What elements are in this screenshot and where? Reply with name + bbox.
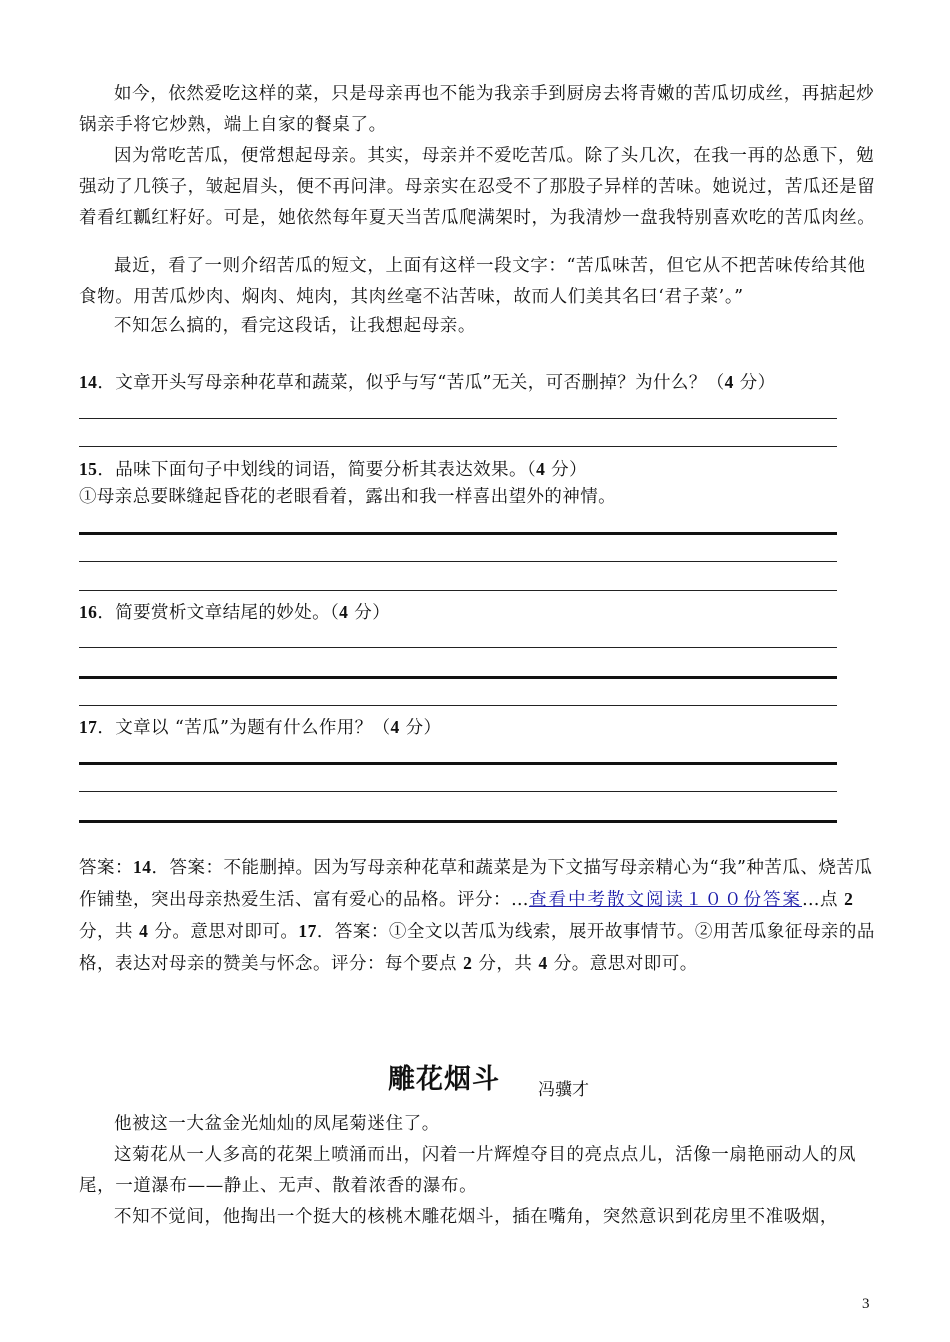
answer-text: ．答案：①全文以苦瓜为线索，展开故事情节。②用苦瓜象征母亲的品格，表达对母亲的赞美与怀念。评分：每个要点 [79, 922, 875, 974]
question-score: 4 [339, 602, 349, 622]
question-score: 4 [724, 372, 734, 392]
answer-text: 分。意思对即可。 [547, 954, 698, 974]
question-text-tail: 分） [545, 460, 587, 480]
answer-text: 分，共 [472, 954, 539, 974]
answer-number: 14 [133, 857, 152, 877]
page-number: 3 [862, 1296, 870, 1312]
answer-line [79, 418, 837, 419]
answer-line [79, 762, 837, 765]
question-score: 4 [536, 459, 546, 479]
question-score: 4 [390, 717, 400, 737]
question-text-tail: 分） [733, 373, 776, 393]
passage-paragraph-1: 如今，依然爱吃这样的菜，只是母亲再也不能为我亲手到厨房去将青嫩的苦瓜切成丝，再掂起炒锅亲手将它炒熟，端上自家的餐桌了。 [79, 84, 875, 135]
question-15 [79, 455, 879, 484]
question-number: 15 [79, 459, 98, 479]
answer-line [79, 532, 837, 535]
question-16 [79, 598, 879, 627]
question-15-sentence: ①母亲总要眯缝起昏花的老眼看着，露出和我一样喜出望外的神情。 [79, 487, 616, 507]
answer-line [79, 705, 837, 706]
answer-line [79, 590, 837, 591]
story-paragraph-1: 他被这一大盆金光灿灿的凤尾菊迷住了。 [114, 1114, 440, 1134]
answer-score: 2 [844, 889, 854, 909]
passage-paragraph-3: 最近，看了一则介绍苦瓜的短文，上面有这样一段文字：“苦瓜味苦，但它从不把苦味传给其他食物。用苦瓜炒肉、焖肉、炖肉，其肉丝毫不沾苦味，故而人们美其名曰‘君子菜’。” [79, 256, 866, 307]
story-paragraph-3: 不知不觉间，他掏出一个挺大的核桃木雕花烟斗，插在嘴角，突然意识到花房里不准吸烟， [114, 1207, 838, 1227]
question-text-tail: 分） [399, 718, 442, 738]
answer-score: 4 [538, 953, 548, 973]
answer-score: 4 [139, 921, 149, 941]
story-paragraph-2: 这菊花从一人多高的花架上喷涌而出，闪着一片辉煌夺目的亮点点儿，活像一扇艳丽动人的凤尾，一道瀑布——静止、无声、散着浓香的瀑布。 [79, 1145, 857, 1196]
answer-line [79, 791, 837, 792]
question-text: ．文章以 “苦瓜”为题有什么作用？（ [97, 718, 391, 738]
question-17 [79, 713, 879, 742]
question-number: 16 [79, 602, 98, 622]
answer-text: ．答案：不能删掉。因为写母亲种花草和蔬菜是为下文描写母亲精心为“我”种苦瓜、烧苦瓜作铺垫，突出母亲热爱生活、富有爱心的品格。评分：… [79, 858, 873, 910]
answer-block [79, 852, 879, 980]
question-text-tail: 分） [348, 603, 391, 623]
answer-line [79, 446, 837, 447]
answer-text: 分，共 [79, 922, 140, 942]
answer-number: 17 [298, 921, 317, 941]
answer-score: 2 [463, 953, 473, 973]
question-text: ．简要赏析文章结尾的妙处。（ [97, 603, 340, 623]
answers-link[interactable]: 查看中考散文阅读１００份答案 [529, 890, 802, 910]
passage-paragraph-2: 因为常吃苦瓜，便常想起母亲。其实，母亲并不爱吃苦瓜。除了头几次，在我一再的怂恿下，勉强动了几筷子，皱起眉头，便不再问津。母亲实在忍受不了那股子异样的苦味。她说过，苦瓜还是留着看红瓤红籽好。可是，她依然每年夏天当苦瓜爬满架时，为我清炒一盘我特别喜欢吃的苦瓜肉丝。 [79, 146, 876, 228]
question-text: ．品味下面句子中划线的词语，简要分析其表达效果。（ [97, 460, 537, 480]
answer-text: 分。意思对即可。 [148, 922, 299, 942]
answer-line [79, 676, 837, 679]
answer-text: …点 [802, 890, 845, 910]
answer-line [79, 647, 837, 648]
question-text: ．文章开头写母亲种花草和蔬菜，似乎与写“苦瓜”无关，可否删掉？为什么？（ [97, 373, 725, 393]
question-number: 17 [79, 717, 98, 737]
story-title: 雕花烟斗 [388, 1064, 500, 1095]
story-author: 冯骥才 [538, 1080, 589, 1100]
passage-paragraph-4: 不知怎么搞的，看完这段话，让我想起母亲。 [114, 316, 476, 336]
answer-line [79, 561, 837, 562]
question-14 [79, 368, 879, 397]
answer-line [79, 820, 837, 823]
question-number: 14 [79, 372, 98, 392]
answer-prefix: 答案： [79, 858, 133, 878]
